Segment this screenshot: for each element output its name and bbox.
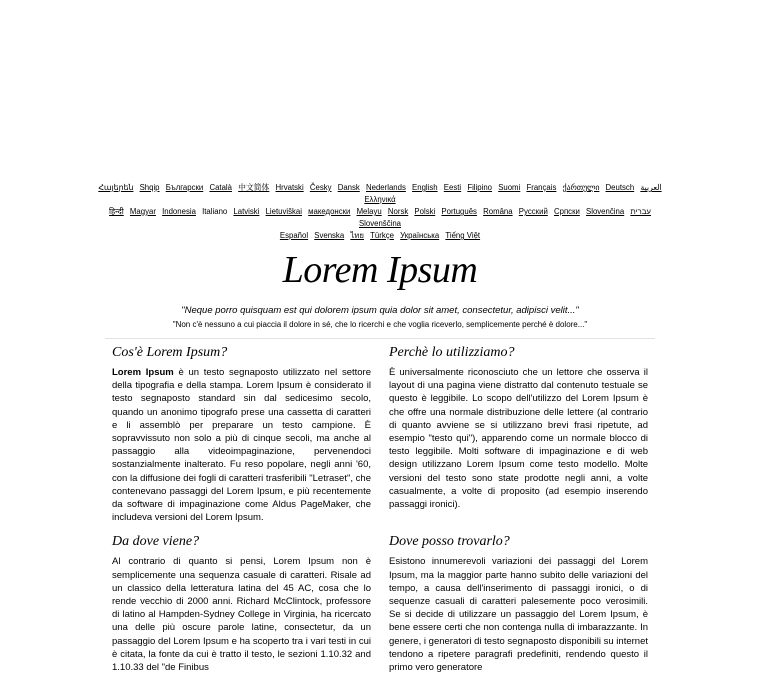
- language-link[interactable]: ‫עברית: [630, 207, 651, 216]
- section-why-use: [389, 343, 648, 524]
- latin-quote: "Neque porro quisquam est qui dolorem ipsum quia dolor sit amet, consectetur, adipisci velit...": [181, 305, 579, 316]
- language-link[interactable]: Indonesia: [162, 207, 196, 216]
- language-link[interactable]: Slovenčina: [586, 207, 625, 216]
- language-link[interactable]: Ελληνικά: [364, 195, 396, 204]
- language-link[interactable]: Deutsch: [605, 183, 635, 192]
- section-heading: Da dove viene?: [112, 534, 200, 550]
- language-link[interactable]: Magyar: [129, 207, 156, 216]
- language-link[interactable]: Shqip: [139, 183, 160, 192]
- language-link[interactable]: Eesti: [443, 183, 462, 192]
- language-link[interactable]: Lietuviškai: [265, 207, 302, 216]
- section-heading: Dove posso trovarlo?: [389, 534, 510, 550]
- language-link[interactable]: ‫العربية: [640, 183, 662, 192]
- language-link[interactable]: Français: [526, 183, 557, 192]
- language-link[interactable]: Türkçe: [370, 231, 394, 240]
- language-link[interactable]: Svenska: [314, 231, 345, 240]
- language-link[interactable]: Dansk: [337, 183, 360, 192]
- language-link[interactable]: Hrvatski: [275, 183, 304, 192]
- language-link[interactable]: Српски: [553, 207, 580, 216]
- language-link[interactable]: Español: [279, 231, 309, 240]
- language-link[interactable]: македонски: [308, 207, 351, 216]
- language-link[interactable]: Български: [165, 183, 204, 192]
- language-link[interactable]: Tiếng Việt: [445, 231, 481, 240]
- language-link[interactable]: Português: [441, 207, 477, 216]
- language-link[interactable]: Norsk: [387, 207, 409, 216]
- section-text: è un testo segnaposto utilizzato nel settore della tipografia e della stampa. Lorem Ipsum è considerato il testo segnaposto standard sin dal sedicesimo secolo, quando un anonimo tipografo prese una cassetta di caratteri e li assemblò per preparare un testo campione. È sopravvissuto non solo a più di cinque secoli, ma anche al passaggio alla videoimpaginazione, pervenendoci sostanzialmente inalterato. Fu reso popolare, negli anni '60, con la diffusione dei fogli di caratteri trasferibili "Letraset", che contenevano passaggi del Lorem Ipsum, e più recentemente da software di impaginazione come Aldus PageMaker, che includeva versioni del Lorem Ipsum.: [112, 367, 371, 524]
- language-link[interactable]: ქართული: [562, 183, 600, 192]
- section-what-is: [112, 343, 371, 524]
- section-heading: Perchè lo utilizziamo?: [389, 345, 515, 360]
- sections-grid: [112, 343, 760, 674]
- language-link: Italiano: [202, 207, 228, 216]
- language-link[interactable]: Català: [209, 183, 232, 192]
- language-link[interactable]: Latviski: [233, 207, 260, 216]
- language-link[interactable]: Slovenščina: [358, 219, 402, 228]
- section-where-find: [389, 532, 648, 674]
- language-link[interactable]: English: [412, 183, 438, 192]
- language-link[interactable]: Suomi: [498, 183, 521, 192]
- section-where-from: [112, 532, 371, 674]
- page-title: Lorem Ipsum: [282, 249, 478, 291]
- language-link[interactable]: ไทย: [350, 231, 364, 240]
- section-body: È universalmente riconosciuto che un lettore che osserva il layout di una pagina viene distratto dal contenuto testuale se questo è leggibile. Lo scopo dell'utilizzo del Lorem Ipsum è che offre una normale distribuzione delle lettere (al contrario di quanto avviene se si utilizzano brevi frasi ripetute, ad esempio "testo qui"), apparendo come un normale blocco di testo leggibile. Molti software di impaginazione e di web design utilizzano Lorem Ipsum come testo modello. Molte versioni del testo sono state prodotte negli anni, a volte casualmente, a volte di proposito (ad esempio inserendo passaggi ironici).: [389, 367, 648, 511]
- language-link[interactable]: हिन्दी: [109, 207, 124, 216]
- language-link[interactable]: Polski: [414, 207, 436, 216]
- language-link[interactable]: 中文简体: [238, 183, 270, 192]
- language-link[interactable]: Pyccкий: [518, 207, 548, 216]
- divider: [105, 338, 655, 339]
- section-heading: Cos'è Lorem Ipsum?: [112, 345, 228, 360]
- language-link[interactable]: Nederlands: [365, 183, 406, 192]
- lorem-ipsum-bold: Lorem Ipsum: [112, 367, 174, 378]
- quote-translation: "Non c'è nessuno a cui piaccia il dolore in sé, che lo ricerchi e che voglia riceverlo, semplicemente perché è dolore...": [172, 320, 588, 329]
- section-body: Esistono innumerevoli variazioni dei passaggi del Lorem Ipsum, ma la maggior parte hanno subito delle variazioni del tempo, a causa dell'inserimento di passaggi ironici, o di sequenze casuali di caratteri palesemente poco verosimili. Se si decide di utilizzare un passaggio del Lorem Ipsum, è bene essere certi che non contenga nulla di imbarazzante. In genere, i generatori di testo segnaposto disponibili su internet tendono a ripetere paragrafi predefiniti, rendendo questo il primo vero generatore: [389, 556, 648, 674]
- language-link[interactable]: Filipino: [467, 183, 493, 192]
- section-body: Al contrario di quanto si pensi, Lorem Ipsum non è semplicemente una sequenza casuale di caratteri. Risale ad un classico della letteratura latina del 45 AC, cosa che lo rende vecchio di 2000 anni. Richard McClintock, professore di latino al Hampden-Sydney College in Virginia, ha ricercato una delle più oscure parole latine, consectetur, da un passaggio del Lorem Ipsum e ha scoperto tra i vari testi in cui è citata, la fonte da cui è tratto il testo, le sezioni 1.10.32 and 1.10.33 del "de Finibus: [112, 556, 371, 674]
- language-link[interactable]: Melayu: [356, 207, 382, 216]
- section-body: [112, 366, 371, 524]
- language-link[interactable]: Româna: [483, 207, 513, 216]
- language-link[interactable]: Հայերեն: [98, 183, 134, 192]
- language-link[interactable]: Українська: [400, 231, 440, 240]
- language-link[interactable]: Česky: [309, 183, 332, 192]
- language-links: [95, 182, 665, 242]
